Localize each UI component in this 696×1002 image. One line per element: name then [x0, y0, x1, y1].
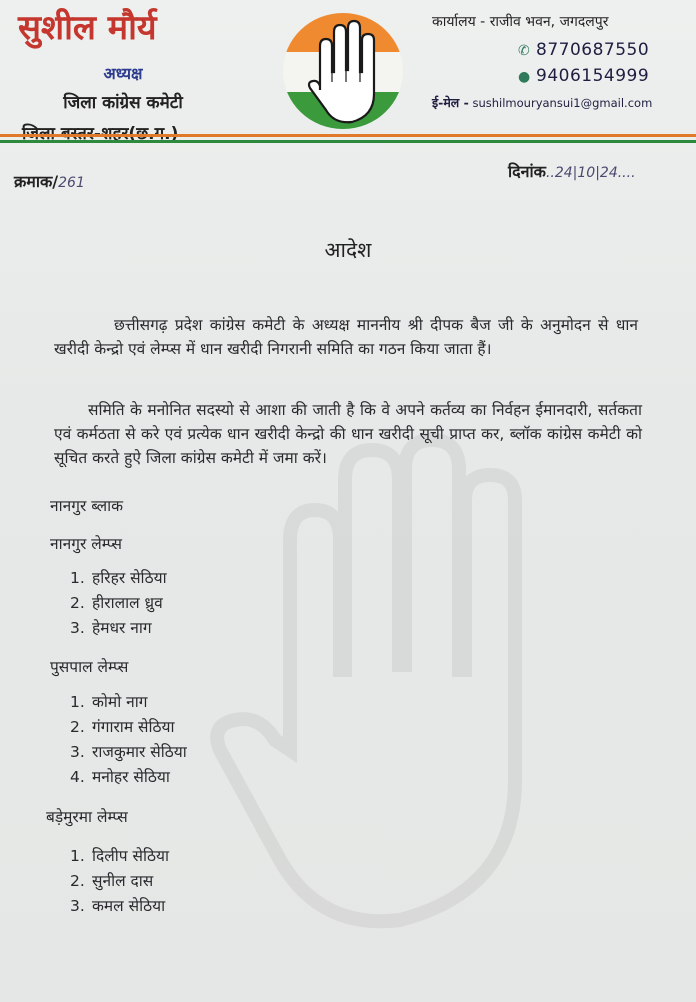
header-right [432, 12, 687, 111]
list-item: 2. गंगाराम सेठिया [70, 718, 175, 736]
email-row [432, 94, 687, 111]
saffron-divider [0, 134, 696, 137]
list-item: 1. दिलीप सेठिया [70, 847, 170, 865]
congress-hand-logo [282, 12, 404, 130]
reference-number [14, 170, 85, 192]
member-name: कोमो नाग [92, 693, 148, 711]
order-title: आदेश [324, 238, 372, 262]
paragraph-1-text: छत्तीसगढ़ प्रदेश कांग्रेस कमेटी के अध्यक्ष माननीय श्री दीपक बैज जी के अनुमोदन से धान खरीदी केन्द्रो एवं लेम्प्स में धान खरीदी निगरानी समिति का गठन किया जाता हैं। [54, 316, 638, 358]
date-value: ..24|10|24.... [545, 165, 636, 181]
phone-number-2[interactable]: 9406154999 [536, 66, 650, 86]
list-item: 1. कोमो नाग [70, 693, 148, 711]
reference-value: 261 [58, 175, 85, 191]
date-field [508, 160, 636, 182]
member-name: राजकुमार सेठिया [92, 743, 187, 761]
phone-row-1 [432, 40, 687, 60]
paragraph-2 [54, 398, 642, 470]
block-heading: नानगुर ब्लाक [50, 497, 124, 515]
phone-number-1[interactable]: 8770687550 [536, 40, 650, 60]
lamp-heading-1: नानगुर लेम्प्स [50, 535, 123, 553]
member-name: गंगाराम सेठिया [92, 718, 175, 736]
member-name: दिलीप सेठिया [92, 847, 170, 865]
lamp-1-members [70, 566, 167, 641]
email-label: ई-मेल - [432, 95, 469, 110]
list-item: 3. हेमधर नाग [70, 619, 152, 637]
member-name: सुनील दास [92, 872, 154, 890]
member-name: मनोहर सेठिया [92, 768, 170, 786]
list-item: 2. हीरालाल ध्रुव [70, 594, 163, 612]
org-line-1: जिला कांग्रेस कमेटी [63, 93, 183, 113]
email-address[interactable]: sushilmouryansui1@gmail.com [472, 96, 653, 110]
list-item: 3. राजकुमार सेठिया [70, 743, 187, 761]
reference-label: क्रमाक/ [14, 172, 59, 191]
member-name: हीरालाल ध्रुव [92, 594, 163, 612]
president-name: सुशील मौर्य [18, 8, 157, 48]
lamp-3-members [70, 844, 169, 919]
green-divider [0, 140, 696, 143]
date-label: दिनांक [508, 162, 546, 181]
list-item: 1. हरिहर सेठिया [70, 569, 167, 587]
member-name: कमल सेठिया [92, 897, 166, 915]
lamp-heading-2: पुसपाल लेम्प्स [50, 658, 129, 676]
header-left [18, 8, 248, 144]
president-role: अध्यक्ष [103, 64, 143, 83]
lamp-heading-3: बड़ेमुरमा लेम्प्स [46, 808, 128, 826]
watermark-hand-icon [200, 420, 560, 940]
list-item: 4. मनोहर सेठिया [70, 768, 170, 786]
paragraph-1 [54, 313, 638, 361]
paragraph-2-text: समिति के मनोनित सदस्यो से आशा की जाती है कि वे अपने कर्तव्य का निर्वहन ईमानदारी, सर्तकता एवं कर्मठता से करे एवं प्रत्येक धान खरीदी केन्द्रो की धान खरीदी सूची प्राप्त कर, ब्लॉक कांग्रेस कमेटी को सूचित करते हुऐ जिला कांग्रेस कमेटी में जमा करें। [54, 401, 642, 467]
phone-icon: ✆ [518, 43, 531, 59]
office-address: कार्यालय - राजीव भवन, जगदलपुर [432, 14, 609, 30]
phone-row-2 [432, 66, 687, 86]
list-item: 3. कमल सेठिया [70, 897, 166, 915]
list-item: 2. सुनील दास [70, 872, 154, 890]
member-name: हेमधर नाग [92, 619, 152, 637]
lamp-2-members [70, 690, 187, 790]
member-name: हरिहर सेठिया [92, 569, 167, 587]
whatsapp-icon: ● [518, 69, 531, 85]
